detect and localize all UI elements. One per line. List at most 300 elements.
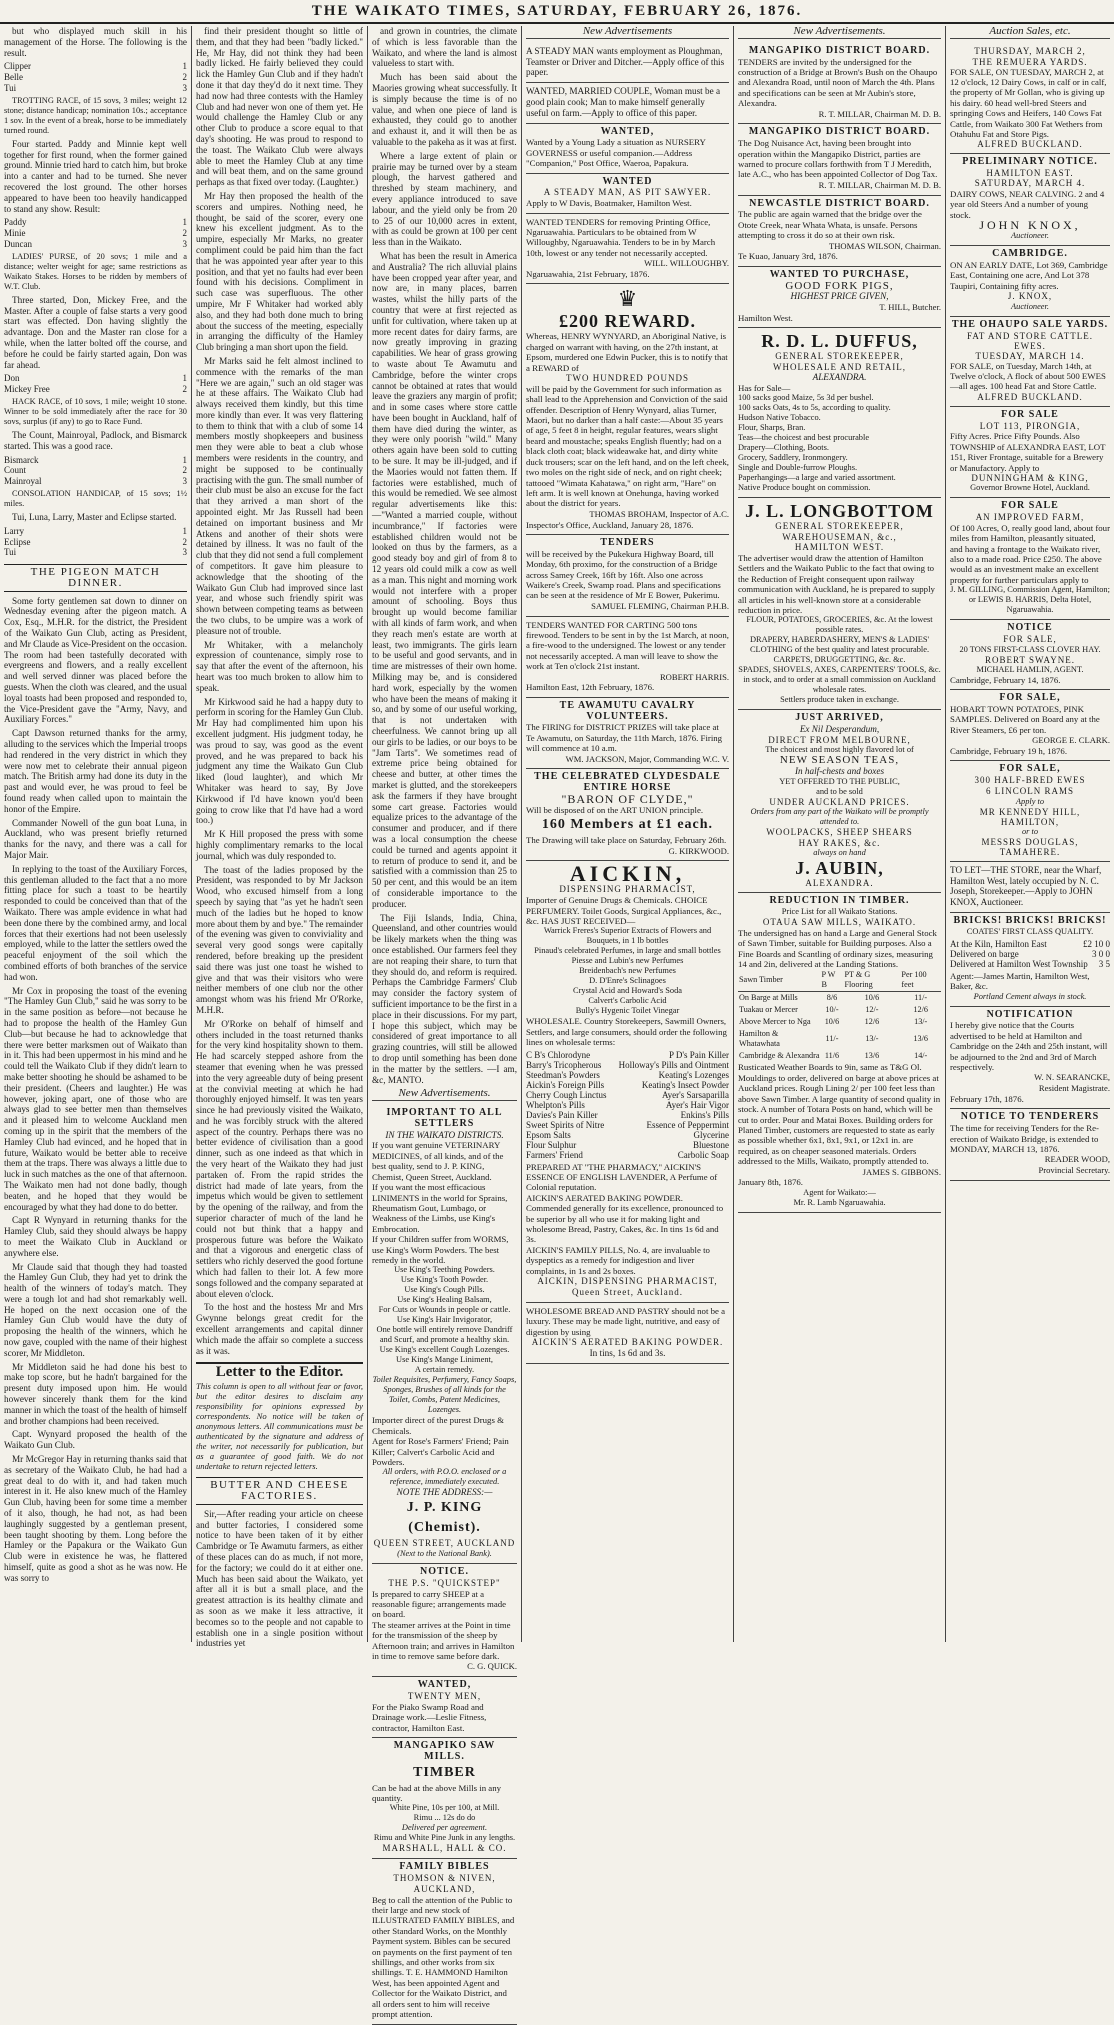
ad-body: Will be disposed of on the ART UNION principle.: [526, 804, 704, 815]
ad-lot-pirongia: [950, 407, 1110, 498]
ad-street: QUEEN STREET, AUCKLAND: [373, 1538, 516, 1549]
ad-bread: [526, 1303, 729, 1364]
ad-heading: NOTICE TO TENDERERS: [960, 1111, 1100, 1123]
ad-body: NOTE THE ADDRESS:—: [396, 1487, 493, 1498]
result-row: [4, 384, 187, 395]
ad-signature: WILL. WILLOUGHBY.: [644, 258, 729, 269]
ad-body: TENDERS WANTED FOR CARTING 500 tons firewood. Tenders to be sent in by the 1st March, at noon, a fire-wood to the undersigned. The lowest or any tender not necessarily accepted. A man will leave to show the work at Ten o'clock 21st instant.: [526, 619, 729, 672]
ad-lines: [526, 926, 729, 1016]
article-body: [372, 26, 517, 1085]
result-row: [4, 537, 187, 548]
ad-signature: J. M. GILLING, Commission Agent, Hamilton; or LEWIS B. HARRIS, Delta Hotel, Ngaruawahia.: [950, 585, 1110, 615]
paragraph: Capt Dawson returned thanks for the army, alluding to the services which the Imperial troops had rendered in the very district in which they were now met to celebrate their annual pigeon match. The British army had done its duty in the past and would ever, he was proud to feel be found ready when called upon to maintain the honor of the Empire.: [4, 728, 187, 814]
ad-just-arrived: [738, 710, 941, 893]
ad-date: SATURDAY, MARCH 4.: [974, 178, 1086, 189]
ad-pork-pigs: [738, 267, 941, 329]
pair-row: [526, 1100, 729, 1110]
ad-name: J. P. KING (Chemist).: [406, 1500, 483, 1536]
column-3: [368, 26, 522, 2020]
ad-body: Apply to W Davis, Boatmaker, Hamilton West.: [526, 198, 692, 209]
ad-bricks: [950, 913, 1110, 1007]
ad-agent: MICHAEL HAMLIN, AGENT.: [976, 664, 1084, 674]
ad-heading: THE OHAUPO SALE YARDS.: [951, 318, 1109, 330]
ad-clover-hay: [950, 620, 1110, 690]
ad-subheading: Price List for all Waikato Stations.: [781, 907, 898, 917]
ad-line: For Cuts or Wounds in people or cattle.: [378, 1305, 511, 1315]
pair-cell: Whelpton's Pills: [526, 1099, 585, 1110]
ad-agent: Agent for Waikato:—: [803, 1187, 876, 1197]
paragraph: The Fiji Islands, India, China, Queensland, and other countries would be likely markets when the thing was once established. Our farmers feel they are not reaping their share, to turn that they should do, and reform is required. Perhaps the Cambridge Farmers' Club may consider the factory system of sufficient importance to be the first in a place in their discussions. For my part, I hope this subject, which may be considered of great importance to all grazing countries, will still be allowed to drop until something has been done in the matter by the settlers. —I am, &c, MANTO.: [372, 912, 517, 1085]
pair-cell: Sweet Spirits of Nitre: [526, 1119, 605, 1130]
ad-line: One bottle will entirely remove Dandriff and Scurf, and promote a healthy skin.: [376, 1325, 513, 1345]
paragraph: The toast of the ladies proposed by the President, was responded to by Mr Jackson Wood, who excused himself from a long speech by saying that "as yet he hadn't seen much of the ladies but he hoped to know more about them by and bye." The remainder of the evening was given to conviviality and several very good songs were capitally rendered, before breaking up the president said there was just one toast he wished to give and that was their visitors who were neither members of one club nor the other amongst whom was his friend Mr O'Rorke, M.H.R.: [196, 864, 363, 1015]
table-cell: 13/6: [864, 1051, 880, 1061]
ad-signature: ROBERT SWAYNE.: [985, 654, 1075, 665]
ad-heading: MANGAPIKO DISTRICT BOARD.: [748, 44, 931, 56]
result-row: [4, 526, 187, 537]
table-cell: 13/-: [865, 1034, 879, 1044]
ad-date: TUESDAY, MARCH 14.: [975, 350, 1085, 361]
pair-cell: Cherry Cough Linctus: [526, 1089, 607, 1100]
result-row: [4, 455, 187, 466]
horse-name: Paddy: [4, 217, 27, 228]
ad-body: PREPARED AT "THE PHARMACY," AICKIN'S ESSENCE OF ENGLISH LAVENDER, A Perfume of Colonial reputation.: [526, 1161, 718, 1193]
paragraph: What has been the result in America and Australia? The rich alluvial plains have been cropped year after year, and now are, in many places, barren wastes, whilst the hilly parts of the country that were at first rejected as unfit for cultivation, where taken up at more recent dates for dairy farms, are now greatly improving in grazing capabilities. We hear of grass growing to waste about Te Awamutu and Cambridge, before the winter crops cannot be obtained at rates that would leave the graziers any margin of profit; and in some cases where store cattle have been bought in Auckland, half of them have died during the winter, as they were only poorish "wild." Many others again have been sold to cutting to be sure. It may be ill-judged, and if the Maories would not fatten them. If factories were established, much of this would be remedied. We see almost regular advertisements like this:—"Wanted a married couple, without incumbrance," If factories were established children would not be looked on thus by the farmers, as a good steady boy and girl of from 8 to 12 years old could milk a cow as well as a man. This night and morning work would not interfere with a proper amount of schooling. Boys thus brought up would become familiar with all kinds of farm work, and when they reach men's estate are worth at least, two immigrants. The girls learn to be useful and good servants, and in time are mistresses of their own home. Milking may be, and is considered hard work, especially by the women who have been the means of making it so, and by some of our useful working, that is not undertaken with cheerfulness. We cannot bring up all our girls to be ladies, or our boys to be "Jam Tarts". We sometimes read of extreme price being obtained for cheese and butter, at other times the market is glutted, and the storekeepers ask the farmers if they have brought some cart grease. Factories would equalize prices to the advantage of the consumer and producer, and if there was a local consumption the cheese could be turned and agents appoint it to return of produce to send it, and be satisfied with a commission than 25 to 50 per cent, and this would be an item of considerable importance to the producer.: [372, 250, 517, 909]
pair-cell: Steedman's Powders: [526, 1069, 600, 1080]
ad-longbottom: [738, 498, 941, 710]
pair-cell: At the Kiln, Hamilton East: [950, 938, 1047, 949]
ad-body: The Drawing will take place on Saturday, February 26th.: [526, 835, 727, 846]
ad-signature: THOMAS WILSON, Chairman.: [828, 240, 941, 251]
table-cell: 13/-: [914, 1017, 928, 1027]
placing: 2: [182, 72, 187, 83]
ad-subheading: AN IMPROVED FARM,: [975, 511, 1085, 522]
ad-line: Native Produce bought on commission.: [738, 483, 871, 493]
paragraph: Capt R Wynyard in returning thanks for the Hamley Club, said they should always be happy to meet the Waikato Club in Auckland or anywhere else.: [4, 1215, 187, 1258]
ad-subheading: GENERAL STOREKEEPER,: [775, 521, 904, 532]
ad-name: THE P.S. "QUICKSTEP": [388, 1577, 501, 1588]
ad-body: WHOLESALE. Country Storekeepers, Sawmill Owners, Settlers, and large consumers, should order the following lines on wholesale terms:: [526, 1016, 727, 1048]
table-row: [738, 1028, 941, 1050]
ad-note: Portland Cement always in stock.: [973, 991, 1087, 1001]
ad-duffus: [738, 328, 941, 498]
ad-heading: PRELIMINARY NOTICE.: [962, 156, 1098, 168]
table-cell: 8/6: [826, 993, 838, 1003]
ad-body: Agent:—James Martin, Hamilton West, Baker, &c.: [950, 970, 1090, 992]
ad-line: Drapery—Clothing, Boots.: [738, 443, 829, 453]
pair-row: [950, 939, 1110, 949]
ad-line: Flour, Sharps, Bran.: [738, 423, 806, 433]
ad-body: Fifty Acres. Price Fifty Pounds. Also TOWNSHIP of ALEXANDRA EAST, LOT 151, River Frontage, suitable for a Brewery or Manufactory. Apply to: [950, 431, 1106, 473]
letter-heading: BUTTER AND CHEESE FACTORIES.: [196, 1477, 363, 1505]
pair-cell: Enkins's Pills: [680, 1109, 729, 1120]
ad-body: Beg to call the attention of the Public to their large and new stock of ILLUSTRATED FAMILY BIBLES, and other Standard Works, on the Monthly Payment system. Bibles can be secured on payments on the first payment of ten shillings, and other works from six shillings. T. E. HAMMOND Hamilton West, has been appointed Agent and Collector for the Waikato District, and all orders sent to him will receive prompt attention.: [372, 1894, 515, 2020]
ad-heading: FOR SALE: [1001, 500, 1059, 512]
paragraph: Mr O'Rorke on behalf of himself and others included in the toast returned thanks for the very kind hospitality shown to them. He had scarcely stepped ashore from the steamer that evening when he was pressed into the very agreeable duty of being present at the convivial meeting at which he had thoroughly enjoyed himself. It was ten years since he had previously visited the Waikato, and he was forcibly struck with the altered aspect of the country. Perhaps there was no better evidence of civilisation than a good dinner, such as one indeed as that which in the very heart of the Waikato they had just partaken of. From the rapid strides the district had made of late years, from the impetus which would be given to settlement by the opening of the railway, and from the superior character of much of the land he could not but think that a happy and prosperous future was before the Waikato and that a vigorous and energetic class of settlers who richly deserved the good fortune which had fallen to their lot. A few more songs followed and the company separated at about eleven o'clock.: [196, 1018, 363, 1299]
ad-body: If you want the most efficacious LINIMENTS in the world for Sprains, Rheumatism Gout, Lumbago, or Weakness of the Limbs, use King's Embrocation.: [372, 1182, 508, 1234]
ad-body: will be received by the Pukekura Highway Board, till Monday, 6th proximo, for the construction of a Bridge across Samey Creek, 16ft by 16ft. Also one across Waikere's Creek, Swamp road. Plans and specifications can be seen at the residence of Mr E Bower, Pukerimu.: [526, 548, 721, 601]
ad-signature: W. N. SEARANCKE,: [1034, 1072, 1110, 1083]
ad-heading: IMPORTANT TO ALL SETTLERS: [386, 1107, 503, 1129]
race-heading: CONSOLATION HANDICAP, of 15 sovs; 1½ miles.: [4, 488, 187, 508]
ad-heading: REDUCTION IN TIMBER.: [769, 895, 910, 907]
table-cell: 12/-: [865, 1005, 879, 1015]
placing: 3: [182, 82, 187, 93]
ad-heading: WANTED,: [417, 1679, 472, 1691]
ad-line: Bully's Hygenic Toilet Vinegar: [575, 1006, 680, 1016]
ad-mangapiko-mills: [372, 1738, 517, 1859]
ad-lines: [372, 1265, 517, 1375]
ad-body: will be paid by the Government for such information as shall lead to the Apprehension and Conviction of the said offender. Description of Henry Wynyard, alias Turner, Maori, but no darker than a half caste:—About 35 years of age, 5 feet 8 in height, regular features, wears slight beard and moustache; speaks English fluently; had on a black cloth coat; black wideawake hat, and dirty white duck trousers; scar on the left hand, and on the left cheek, two moles on the right side of neck, and on right cheek; tattooed "Wimata Kahatawa," on right arm, "Hare" on left arm. It is well known at Onehunga, having worked about the district for years.: [526, 383, 729, 509]
ad-line: Calvert's Carbolic Acid: [588, 996, 667, 1006]
column-5: [734, 26, 946, 1642]
placing: 1: [182, 454, 187, 465]
horse-name: Clipper: [4, 61, 31, 72]
ad-subheading: TWENTY MEN,: [407, 1691, 482, 1702]
paragraph: Mr Kirkwood said he had a happy duty to perform in scoring for the Hamley Gun Club. Mr Hay had complimented him upon his excellent judgment. His judgment today, he was proud to say, was good as the event proved, and he was prepared to back his judgment any time the Waikato Gun Club liked (loud laughter), and which Mr Whitaker was heard to say, By Jove Kirkwood if I'd have known you'd been going to crow like that I'd have had a word too.): [196, 696, 363, 826]
paragraph: Mr Whitaker, with a melancholy expression of countenance, simply rose to say that after the event of the afternoon, his heart was too much broken to allow him to speak.: [196, 639, 363, 693]
ad-heading: TENDERS: [600, 536, 655, 548]
ad-body: and to be sold: [816, 786, 863, 796]
pair-cell: Ayer's Hair Vigor: [665, 1099, 729, 1110]
ad-date: Cambridge, February 14, 1876.: [950, 674, 1061, 685]
horse-name: Count: [4, 465, 27, 476]
ad-signature: DUNNINGHAM & KING,: [971, 473, 1089, 484]
table-cell: 14/-: [914, 1051, 928, 1061]
ad-body: Settlers produce taken in exchange.: [780, 695, 899, 705]
ad-body: HAY RAKES, &c.: [798, 838, 881, 849]
ad-subheading: Ex Nil Desperandum,: [799, 724, 880, 735]
ad-heading: MANGAPIKO SAW MILLS.: [393, 1740, 496, 1762]
ad-to-let: TO LET—THE STORE, near the Wharf, Hamilton West, lately occupied by N. C. Joseph, Storekeeper.—Apply to JOHN KNOX, Auctioneer.: [950, 862, 1110, 913]
ad-subheading: TIMBER: [413, 1764, 476, 1780]
ad-notice-tenderers: [950, 1109, 1110, 1181]
paragraph: Mr Cox in proposing the toast of the evening "The Hamley Gun Club," said he was sorry to be in the same position as before—not because he had to propose the health of the Hamley Gun Club—but because he had to acknowledge that there were better marksmen out of Waikato than in it. This had been uppermost in his mind and he could tell the Waikato Club if they didn't learn to make better shooting he should be ashamed to be their president. (Cheers and laughter.) He was however, joking apart, one of those who are always glad to see better men than themselves and it pleased him to welcome Auckland men coming up in the spirit that the members of the Hamley Club had evinced, and he hoped that in future, Waikato would be better able to receive them at the traps. There was always a little due to luck in such matches as the one of that afternoon. The Waikato men had not done badly, though beaten, and he hoped that they would be encouraged by what they had done to do better.: [4, 985, 187, 1212]
ad-body: Agent for Rose's Farmers' Friend; Pain Killer; Calvert's Carbolic Acid and Powders.: [372, 1436, 509, 1467]
ad-heading: £200 REWARD.: [558, 311, 696, 332]
pair-row: [950, 949, 1110, 959]
pair-row: [526, 1150, 729, 1160]
pair-row: [526, 1050, 729, 1060]
ad-remuera: [950, 43, 1110, 155]
ad-clydesdale: [526, 769, 729, 861]
placing: 2: [182, 465, 187, 476]
ad-signature: JAMES S. GIBBONS.: [862, 1166, 941, 1177]
ad-horse-name: "BARON OF CLYDE,": [561, 791, 694, 806]
placing: 1: [182, 373, 187, 384]
ad-body: Rusticated Weather Boards to 9in, same as T&G Ol. Mouldings to order, delivered on barge at above prices at Auckland prices. Rough Lining 2/ per 100 feet less than above Sawn Timber. A large quantity of second quality in stock. A number of Totara Posts on hand, which will be cut to order. Pour and Matai Boxes. Building orders for Planed Timber, customers are requested to state as early as possible whether 6x1, 8x1, 9x1, or 12x1 in. are required, as on cheaper seasoned materials. Orders addressed to the Mills, Waikato, promptly attended to.: [738, 1062, 941, 1167]
ad-subheading: OTAUA SAW MILLS, WAIKATO.: [762, 917, 917, 928]
pair-cell: Davies's Pain Killer: [526, 1109, 598, 1120]
table-cell: Tuakau or Mercer: [739, 1005, 798, 1015]
section-heading: THE PIGEON MATCH DINNER.: [4, 564, 187, 592]
ad-heading: NEWCASTLE DISTRICT BOARD.: [749, 197, 930, 209]
ad-subheading: LOT 113, PIRONGIA,: [979, 420, 1081, 431]
ad-body: TENDERS are invited by the undersigned for the construction of a Bridge at Brown's Bush on the Ohaupo and Alexandra Road, until noon of March the 4th. Plans and specifications can be seen at Mr Aubin's store, Alexandra.: [738, 56, 938, 109]
ad-body: White Pine, 10s per 100, at Mill.: [389, 1803, 500, 1813]
horse-name: Duncan: [4, 238, 32, 249]
ad-line: Paperhangings—a large and varied assortment.: [738, 473, 896, 483]
ad-notification: [950, 1007, 1110, 1110]
pair-row: [526, 1060, 729, 1070]
ad-body: Orders from any part of the Waikato will be promptly attended to.: [750, 807, 929, 827]
pair-cell: P D's Pain Killer: [668, 1049, 729, 1060]
ad-heading: R. D. L. DUFFUS,: [761, 331, 918, 352]
result-row: [4, 61, 187, 72]
table-row: [738, 1050, 941, 1062]
pair-cell: Farmers' Friend: [526, 1149, 583, 1160]
paragraph: Capt. Wynyard proposed the health of the Waikato Gun Club.: [4, 1429, 187, 1451]
ad-potatoes: [950, 690, 1110, 761]
pair-cell: Delivered on barge: [950, 948, 1019, 959]
ad-body: The steamer arrives at the Point in time for the transmission of the sheep by Afternoon train; and arrives in Hamilton in time to remove same before dark.: [372, 1619, 515, 1662]
ad-place: ALEXANDRA.: [812, 372, 867, 383]
pair-row: [526, 1140, 729, 1150]
placing: 3: [182, 547, 187, 558]
pair-cell: Keating's Lozenges: [658, 1069, 729, 1080]
ad-cavalry: [526, 698, 729, 770]
ad-signature-role: Auctioneer.: [1011, 231, 1049, 241]
ad-line: Single and Double-furrow Ploughs.: [738, 463, 858, 473]
paragraph: Tui, Luna, Larry, Master and Eclipse started.: [12, 511, 177, 522]
ad-line: Use King's Hair Invigorator,: [396, 1315, 493, 1325]
ad-aickin: [526, 861, 729, 1302]
race-result: [4, 455, 187, 487]
column-6: [946, 26, 1114, 1642]
table-header: P W B: [821, 969, 844, 992]
ad-heading: FOR SALE,: [999, 763, 1061, 775]
ad-name: J. AUBIN,: [795, 858, 884, 879]
table-header: Per 100 feet: [900, 969, 941, 992]
ad-body: DAIRY COWS, NEAR CALVING. 2 and 4 year old Steers And a number of young stock.: [950, 189, 1105, 220]
table-cell: 11/6: [824, 1051, 840, 1061]
ad-line: Hudson Native Tobacco.: [738, 413, 821, 423]
pair-cell: C B's Chlorodyne: [526, 1049, 591, 1060]
ad-lines: [738, 393, 941, 493]
ad-body: Apply to: [1015, 796, 1045, 806]
pair-cell: Barry's Tricopherous: [526, 1059, 602, 1070]
ad-signature: G. KIRKWOOD.: [668, 845, 729, 856]
ad-signature: MR KENNEDY HILL, HAMILTON,: [979, 806, 1081, 827]
article-body: [196, 26, 363, 1356]
ad-signature: Governor Browne Hotel, Auckland.: [970, 483, 1090, 493]
pair-cell: 3 5: [1098, 958, 1110, 969]
ad-ohaupo: [950, 317, 1110, 407]
horse-name: Belle: [4, 72, 23, 83]
paragraph: Much has been said about the Maories growing wheat successfully. It is simply because the time is of no value, and when one piece of land is exhausted, they could go to another and exhaust it, and it will then be as valuable to the pakeha as it was at first.: [372, 72, 517, 147]
pair-cell: Aickin's Foreign Pills: [526, 1079, 605, 1090]
ad-reward: [526, 284, 729, 535]
ad-members: 160 Members at £1 each.: [541, 817, 714, 833]
ad-heading: THE REMUERA YARDS.: [972, 56, 1088, 67]
paragraph: In replying to the toast of the Auxiliary Forces, this gentleman alluded to the fact that a no more fitting place for such a toast to be heartily responded to could be conceived than that of the Waikato. There was ample evidence in what had been done there by the combined army, and local forces that their exertions had not been uselessly employed, while to the latter the settlers owed the peaceful enjoyment of the soil which the combined efforts of both branches of the service had won.: [4, 863, 187, 982]
ad-wanted-governess: [526, 124, 729, 174]
ad-signature: SAMUEL FLEMING, Chairman P.H.B.: [591, 600, 729, 611]
pair-cell: Flour Sulphur: [526, 1139, 577, 1150]
ad-heading: NOTICE.: [420, 1565, 469, 1577]
ad-line: D. D'Enre's Sclinagoes: [589, 976, 666, 986]
ad-note: (Next to the National Bank).: [397, 1548, 492, 1558]
pair-cell: £2 10 0: [1083, 938, 1110, 949]
table-row: [738, 1004, 941, 1016]
ad-subheading: AICKIN'S AERATED BAKING POWDER.: [531, 1336, 724, 1347]
horse-name: Larry: [4, 525, 24, 536]
ad-note: In tins, 1s 6d and 3s.: [589, 1347, 666, 1358]
ad-line: A certain remedy.: [414, 1365, 475, 1375]
horse-name: Mainroyal: [4, 476, 42, 487]
table-cell: On Barge at Mills: [739, 993, 798, 1003]
ad-signature: ALFRED BUCKLAND.: [977, 391, 1083, 402]
ad-body: 300 HALF-BRED EWES: [974, 775, 1086, 786]
pair-cell: Ayer's Sarsaparilla: [661, 1089, 729, 1100]
ad-line: Grocery, Saddlery, Ironmongery.: [738, 453, 848, 463]
ad-signature: MARSHALL, HALL & CO.: [382, 1843, 507, 1854]
horse-name: Minie: [4, 228, 26, 239]
ad-heading: JUST ARRIVED,: [795, 712, 884, 724]
table-cell: 10/6: [824, 1017, 840, 1027]
pair-cell: Glycerine: [693, 1129, 729, 1140]
ad-body: FOR SALE, on Tuesday, March 14th, at Twelve o'clock, A flock of about 500 EWES—all ages. 100 head Fat and Store Cattle.: [950, 360, 1106, 392]
table-row: [738, 992, 941, 1005]
placing: 1: [182, 61, 187, 72]
ad-place: HAMILTON WEST.: [794, 542, 885, 553]
ad-pairs: [526, 1050, 729, 1160]
ad-date: Te Kuao, January 3rd, 1876.: [738, 251, 838, 262]
result-row: [4, 476, 187, 487]
ad-body: For the Piako Swamp Road and Drainage work.—Leslie Fitness, contractor, Hamilton East.: [372, 1701, 487, 1733]
column-2: [192, 26, 368, 1649]
placing: 3: [182, 476, 187, 487]
ad-heading: THE CELEBRATED CLYDESDALE ENTIRE HORSE: [534, 771, 721, 794]
ad-line: Pinaud's celebrated Perfumes, in large and small bottles: [534, 946, 721, 956]
ad-subheading: IN THE WAIKATO DISTRICTS.: [385, 1129, 504, 1140]
race-heading: LADIES' PURSE, of 20 sovs; 1 mile and a distance; welter weight for age; same restrictions as Waikato Stakes. Horses to be ridden by members of W.T. Club.: [4, 251, 187, 291]
section-heading: New Advertisements.: [372, 1088, 517, 1101]
ad-body: Importer of Genuine Drugs & Chemicals. CHOICE PERFUMERY. Toilet Goods, Surgical Appliances, &c., &c. HAS JUST RECEIVED—: [526, 895, 722, 926]
ad-twenty-men: [372, 1677, 517, 1738]
ad-body: SPADES, SHOVELS, AXES, CARPENTERS' TOOLS, &c. in stock, and to order at a small commission on Auckland wholesale rates.: [738, 665, 941, 695]
ad-body: always on hand: [813, 848, 866, 858]
ad-note: Delivered per agreement.: [401, 1823, 488, 1833]
ad-pit-sawyer: [526, 174, 729, 214]
placing: 2: [182, 536, 187, 547]
ad-body: Importer direct of the purest Drugs & Chemicals.: [372, 1415, 504, 1436]
ad-heading: NOTICE: [1007, 622, 1053, 634]
ad-body: WANTED TENDERS for removing Printing Office, Ngaruawahia. Particulars to be obtained from W Willoughby, Ngaruawahia. Tenders to be in by March 10th, lowest or any tender not necessarily accepted.: [526, 216, 716, 258]
race-result: [4, 373, 187, 395]
column-heading: New Advertisements: [526, 26, 729, 39]
race-heading: HACK RACE, of 10 sovs, 1 mile; weight 10 stone. Winner to be sold immediately after the race for 30 sovs, surplus (if any) to go to Race Fund.: [4, 396, 187, 426]
ad-heading: FOR SALE,: [999, 692, 1061, 704]
ad-timber-reduction: [738, 893, 941, 1212]
ad-body: DRAPERY, HABERDASHERY, MEN'S & LADIES' CLOTHING of the best quality and latest procurable.: [749, 635, 930, 655]
ad-body: The undersigned has on hand a Large and General Stock of Sawn Timber, suitable for Building purposes. Also a Fine Boards and Scantling of ordinary sizes, measuring 14 and 2in, delivered at the Landing Stations.: [738, 927, 937, 970]
ad-body: AICKIN'S FAMILY PILLS, No. 4, are invaluable to dyspeptics as a remedy for indigestion and liver complaints, in 1s and 2s boxes.: [526, 1244, 710, 1276]
price-rows: [950, 939, 1110, 969]
placing: 2: [182, 228, 187, 239]
ad-printing-tenders: [526, 214, 729, 285]
ad-heading: CAMBRIDGE.: [992, 248, 1068, 260]
ad-signature: ALFRED BUCKLAND.: [977, 139, 1083, 150]
ad-line: Warrick Freres's Superior Extracts of Flowers and Bouquets, in 1 lb bottles: [543, 926, 712, 946]
ad-body: The FIRING for DISTRICT PRIZES will take place at Te Awamutu, on Saturday, the 11th March, 1876. Firing will commence at 10 a.m.: [526, 722, 723, 754]
ad-body: The Dog Nuisance Act, having been brought into operation within the Mangapiko District, parties are warned to procure collars forthwith from T J Meredith, late A.C., who has been appointed Collector of Dog Tax.: [738, 138, 938, 180]
paragraph: find their president thought so little of them, and that they had been "badly licked." He, Mr Hay, did not think they had been badly licked. He fairly believed they could lick the Hamley Gun Club and if they hadn't done it that day they'd do it next time. They had now had three contests with the Hamley Club and had never won one of them yet. He would challenge the Hamley Club or any other Club to produce a score equal to that day's shooting. He was proud to respond to the toast. The Waikato Club were always able to meet the Hamley Club at any time and will beat them, and on the same ground perhaps as that fixed over today. (Laughter.): [196, 26, 363, 188]
paragraph: Four started. Paddy and Minnie kept well together for first round, when the former gained ground. Minnie tried hard to catch him, but broke into a canter and had to be turned. She never recovered the lost ground. The other horses appeared to have been too heavily handicapped to stand any show. Result:: [4, 138, 187, 214]
ad-heading: FOR SALE: [1001, 408, 1059, 420]
ad-subheading: FAT AND STORE CATTLE. EWES.: [966, 330, 1093, 351]
paragraph: Mr Claude said that though they had toasted the Hamley Gun Club, they had yet to drink the health of the winners of today's match. They were a tough lot and had shot remarkably well. He hoped on the next occasion one of the Hamley Gun Club would have the duty of proposing the health of the winners, which he now gave, coupled with the name of their highest scorer, Mr Middleton.: [4, 1261, 187, 1358]
ad-amount: TWO HUNDRED POUNDS: [566, 373, 689, 384]
pair-row: [526, 1110, 729, 1120]
ad-body: 20 TONS FIRST-CLASS CLOVER HAY.: [959, 644, 1101, 654]
horse-name: Bismarck: [4, 454, 39, 465]
pair-cell: Epsom Salts: [526, 1129, 571, 1140]
ad-cambridge: [950, 246, 1110, 317]
result-row: [4, 72, 187, 83]
paragraph: To the host and the hostess Mr and Mrs Gwynne belongs great credit for the excellent arrangements and capital dinner which made the affair so complete a success as it was.: [196, 1302, 363, 1356]
ad-place: HAMILTON EAST.: [986, 168, 1074, 179]
ad-body: CARPETS, DRUGGETTING, &c. &c.: [773, 655, 906, 665]
placing: 2: [182, 384, 187, 395]
ad-line: Crystal Acid and Howard's Soda: [573, 986, 682, 996]
ad-married-couple: WANTED, MARRIED COUPLE, Woman must be a good plain cook; Man to make himself generally useful on farm.—Apply to office of this paper.: [526, 83, 729, 123]
ad-date: Hamilton West.: [738, 313, 793, 324]
ad-signature: R. T. MILLAR, Chairman M. D. B.: [818, 179, 941, 190]
ad-line: Breidenbach's new Perfumes: [579, 966, 676, 976]
paragraph: Commander Nowell of the gun boat Luna, in Auckland, who was present briefly returned thanks for the navy, and there was a call for Major Mair.: [4, 817, 187, 861]
ad-signature-role: Provincial Secretary.: [1038, 1165, 1110, 1176]
ad-heading: MANGAPIKO DISTRICT BOARD.: [748, 126, 931, 138]
ad-heading: TE AWAMUTU CAVALRY VOLUNTEERS.: [559, 699, 696, 722]
letter-title: Letter to the Editor.: [196, 1362, 363, 1378]
paragraph: Sir,—After reading your article on cheese and butter factories, I considered some notice to have been taken of it by either Cambridge or Te Awamutu farmers, as either of these places can do as much, if not more, for the factory; we could do it at either one. Much has been said about the Waikato, yet after all it is but a small place, and the greatest attraction is its healthy climate and as soon as we make it less attractive, it becomes so to the people and not capable to establish one in a single position without industries yet: [196, 1508, 363, 1649]
ad-subheading: DIRECT FROM MELBOURNE,: [768, 735, 911, 746]
pair-cell: Delivered at Hamilton West Township: [950, 958, 1088, 969]
pair-cell: Keating's Insect Powder: [641, 1079, 729, 1090]
ad-line: Use King's Tooth Powder.: [400, 1275, 489, 1285]
ad-heading: FAMILY BIBLES: [399, 1861, 490, 1873]
ad-line: Use King's Mange Liniment,: [396, 1355, 493, 1365]
ad-agent: Mr. R. Lamb Ngaruawahia.: [793, 1197, 886, 1207]
price-table-grid: [738, 969, 941, 1062]
ad-address: AICKIN, DISPENSING PHARMACIST, Queen Street, Auckland.: [537, 1276, 718, 1297]
ad-date: January 8th, 1876.: [738, 1177, 803, 1188]
horse-name: Tui: [4, 547, 17, 558]
ad-dog-tax: [738, 124, 941, 195]
paragraph: The Count, Mainroyal, Padlock, and Bismarck started. This was a good race.: [4, 429, 187, 451]
placing: 1: [182, 525, 187, 536]
horse-name: Eclipse: [4, 536, 31, 547]
race-result: [4, 217, 187, 249]
ad-date: Inspector's Office, Auckland, January 28, 1876.: [526, 519, 694, 530]
ad-subheading: WHOLESALE AND RETAIL,: [772, 362, 906, 373]
ad-body: If you want genuine VETERINARY MEDICINES, of all kinds, and of the best quality, send to J. P. KING, Chemist, Queen Street, Auckland.: [372, 1140, 504, 1182]
ad-subheading: A STEADY MAN, AS PIT SAWYER.: [543, 187, 712, 198]
ad-body: Rimu ... 12s do do: [413, 1813, 476, 1823]
column-1: [0, 26, 192, 1642]
ad-line: Use King's excellent Cough Lozenges.: [379, 1345, 510, 1355]
table-cell: Hamilton & Whatawhata: [739, 1029, 780, 1049]
ad-line: Piesse and Lubin's new Perfumes: [571, 956, 684, 966]
ad-signature-role: Resident Magistrate.: [1038, 1083, 1110, 1094]
result-row: [4, 373, 187, 384]
ad-date: February 17th, 1876.: [950, 1093, 1024, 1104]
ad-body: HOBART TOWN POTATOES, PINK SAMPLES. Delivered on Board any at the River Steamers, £6 per ton.: [950, 703, 1100, 735]
race-result: [4, 526, 187, 558]
ad-body: WHOLESOME BREAD AND PASTRY should not be a luxury. These may be made light, nutritive, and easy of digestion by using: [526, 1305, 725, 1337]
ad-body: If your Children suffer from WORMS, use King's Worm Powders. The best remedy in the world.: [372, 1234, 509, 1265]
